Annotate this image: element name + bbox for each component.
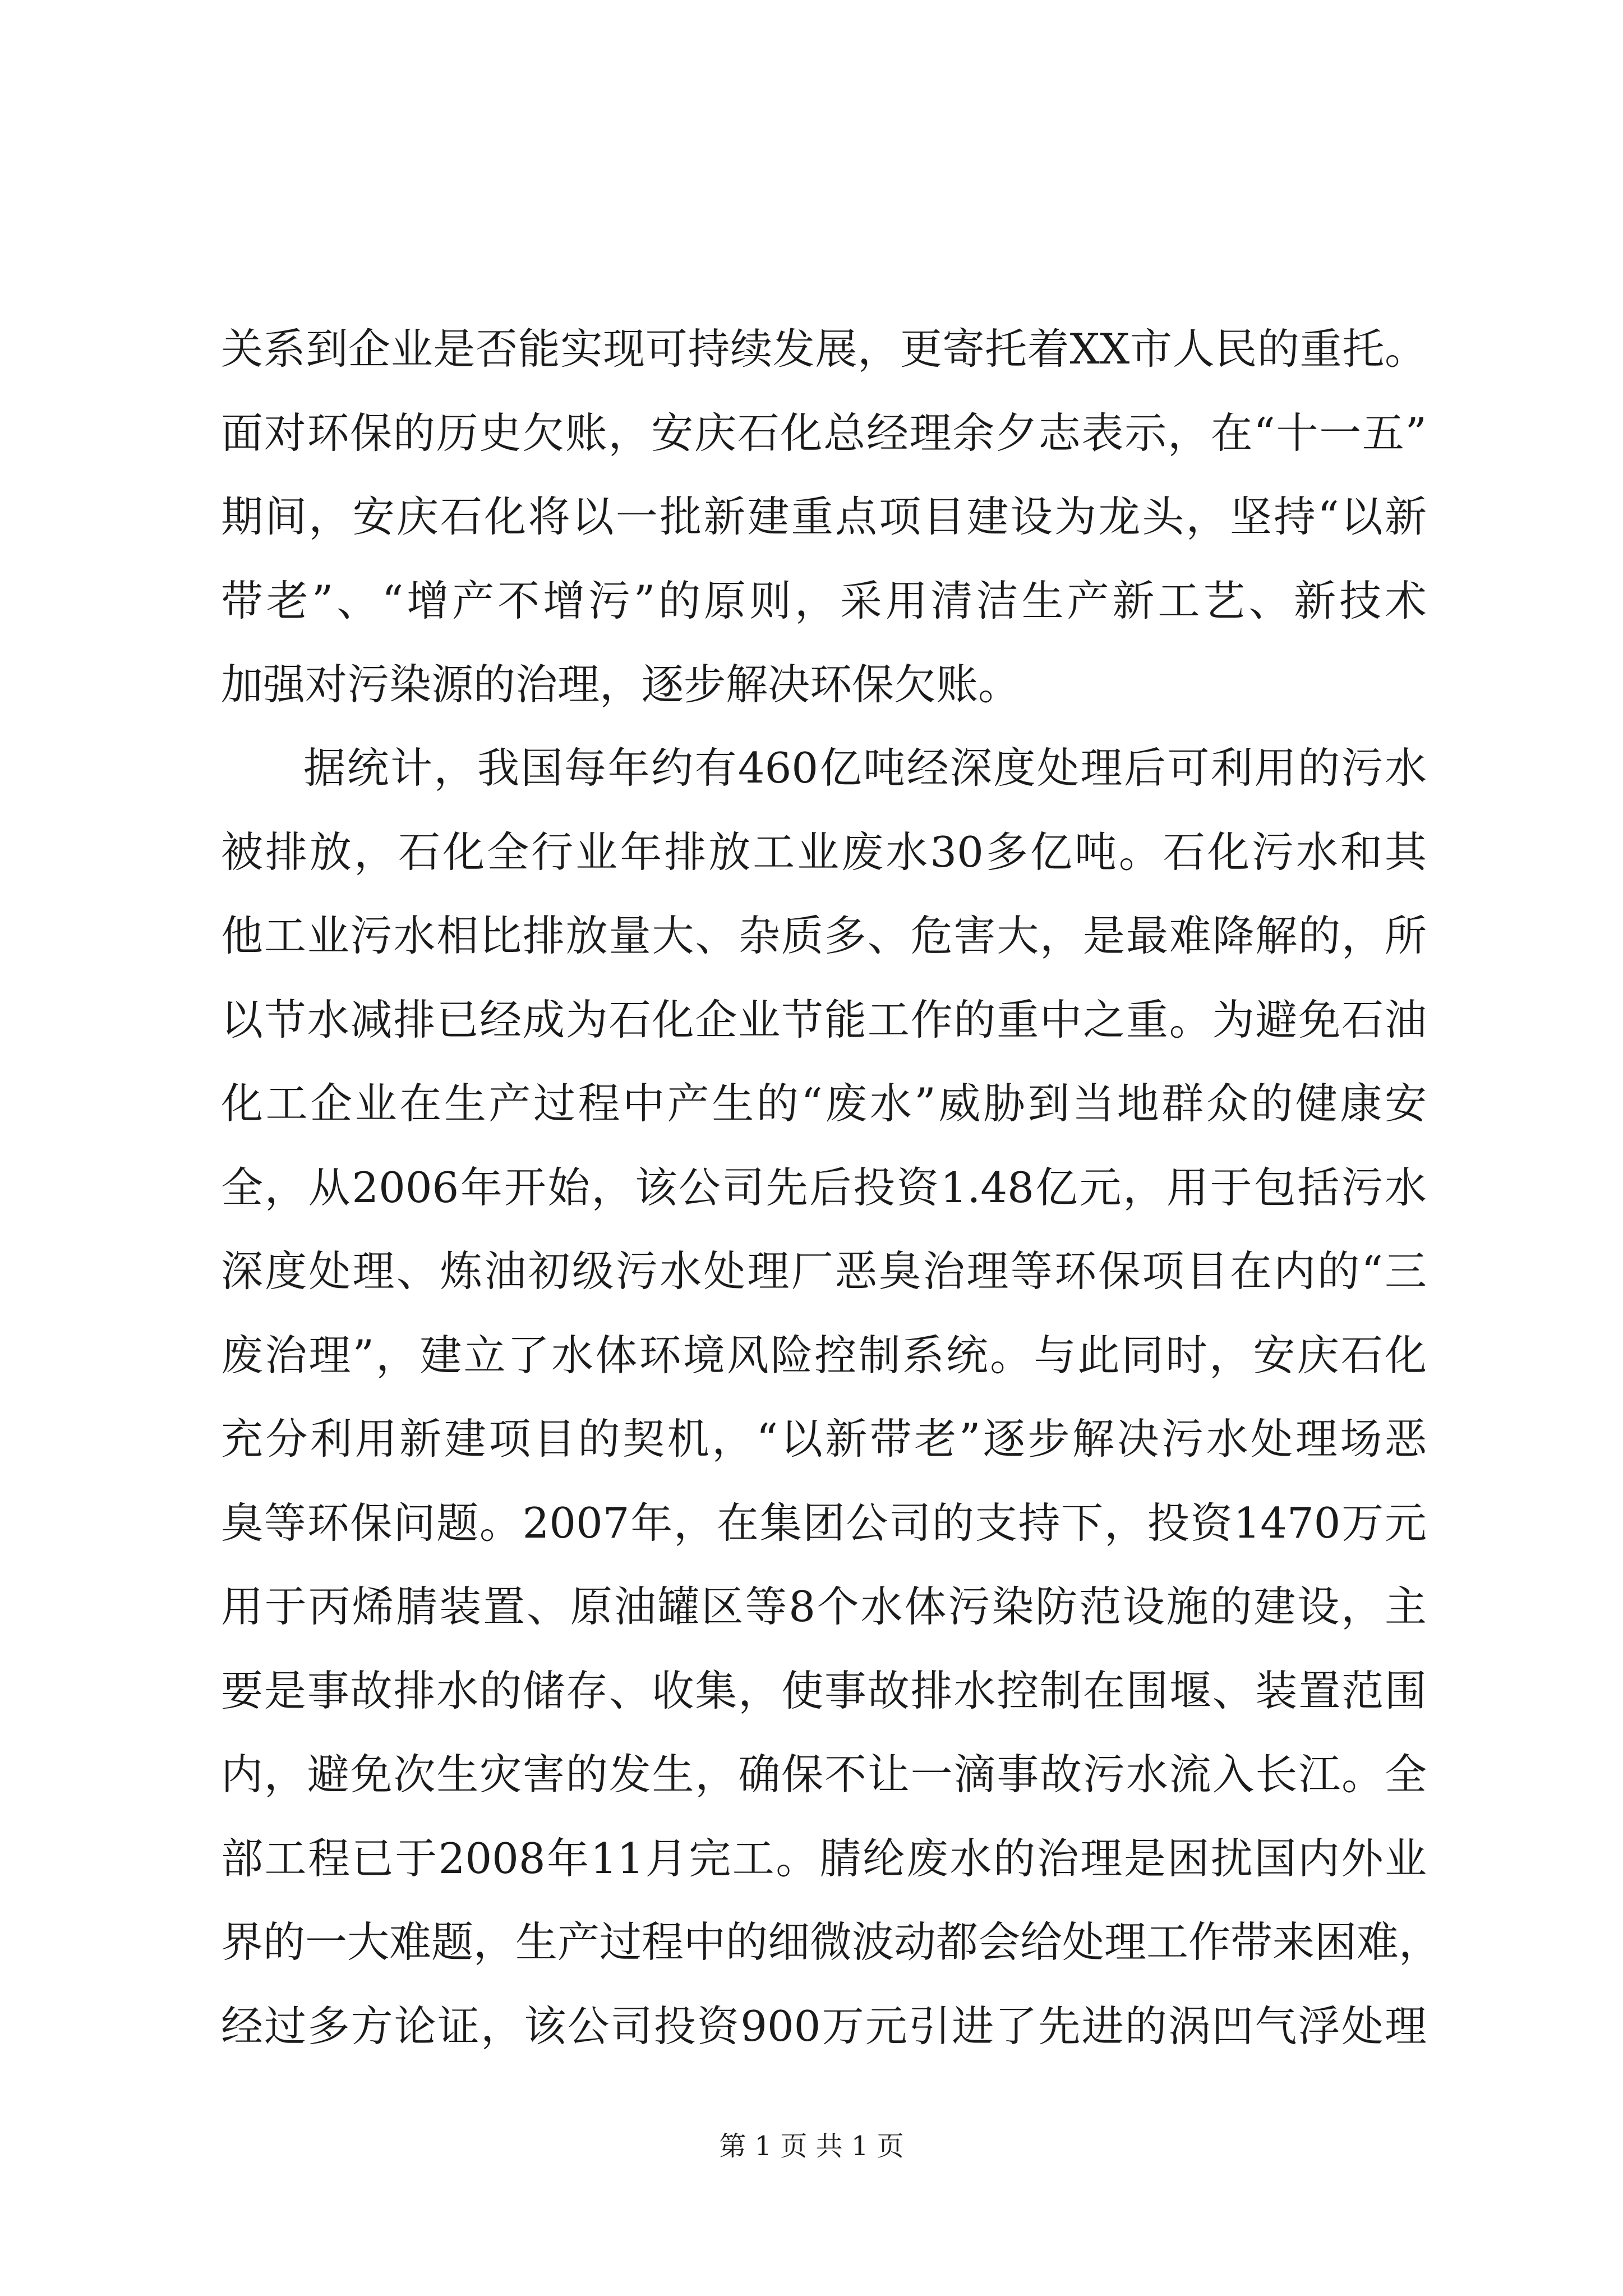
text-line: 部工程已于2008年11月完工。腈纶废水的治理是困扰国内外业 [221, 1834, 1427, 1883]
text-line: 要是事故排水的储存、收集，使事故排水控制在围堰、装置范围 [221, 1666, 1427, 1715]
text-line: 以节水减排已经成为石化企业节能工作的重中之重。为避免石油 [221, 995, 1427, 1045]
page-number-footer: 第 1 页 共 1 页 [719, 2131, 904, 2162]
text-line: 他工业污水相比排放量大、杂质多、危害大，是最难降解的，所 [221, 911, 1427, 960]
text-line: 全，从2006年开始，该公司先后投资1.48亿元，用于包括污水 [221, 1163, 1427, 1212]
text-line: 加强对污染源的治理，逐步解决环保欠账。 [221, 660, 1021, 709]
text-line: 带老”、“增产不增污”的原则，采用清洁生产新工艺、新技术 [221, 576, 1427, 625]
text-line: 化工企业在生产过程中产生的“废水”威胁到当地群众的健康安 [221, 1079, 1427, 1128]
text-line: 废治理”，建立了水体环境风险控制系统。与此同时，安庆石化 [221, 1331, 1427, 1380]
text-line: 内，避免次生灾害的发生，确保不让一滴事故污水流入长江。全 [221, 1750, 1427, 1799]
text-line: 面对环保的历史欠账，安庆石化总经理余夕志表示，在“十一五” [221, 408, 1427, 458]
text-line: 臭等环保问题。2007年，在集团公司的支持下，投资1470万元 [221, 1498, 1427, 1548]
text-line: 关系到企业是否能实现可持续发展，更寄托着XX市人民的重托。 [221, 324, 1427, 374]
text-line: 经过多方论证，该公司投资900万元引进了先进的涡凹气浮处理 [221, 2001, 1427, 2051]
text-line: 用于丙烯腈装置、原油罐区等8个水体污染防范设施的建设，主 [221, 1582, 1427, 1631]
text-line: 期间，安庆石化将以一批新建重点项目建设为龙头，坚持“以新 [221, 492, 1427, 541]
text-line: 据统计，我国每年约有460亿吨经深度处理后可利用的污水 [303, 743, 1427, 793]
text-line: 深度处理、炼油初级污水处理厂恶臭治理等环保项目在内的“三 [221, 1246, 1427, 1296]
text-line: 被排放，石化全行业年排放工业废水30多亿吨。石化污水和其 [221, 827, 1427, 877]
text-line: 界的一大难题，生产过程中的细微波动都会给处理工作带来困难， [221, 1917, 1441, 1967]
text-line: 充分利用新建项目的契机，“以新带老”逐步解决污水处理场恶 [221, 1414, 1427, 1464]
